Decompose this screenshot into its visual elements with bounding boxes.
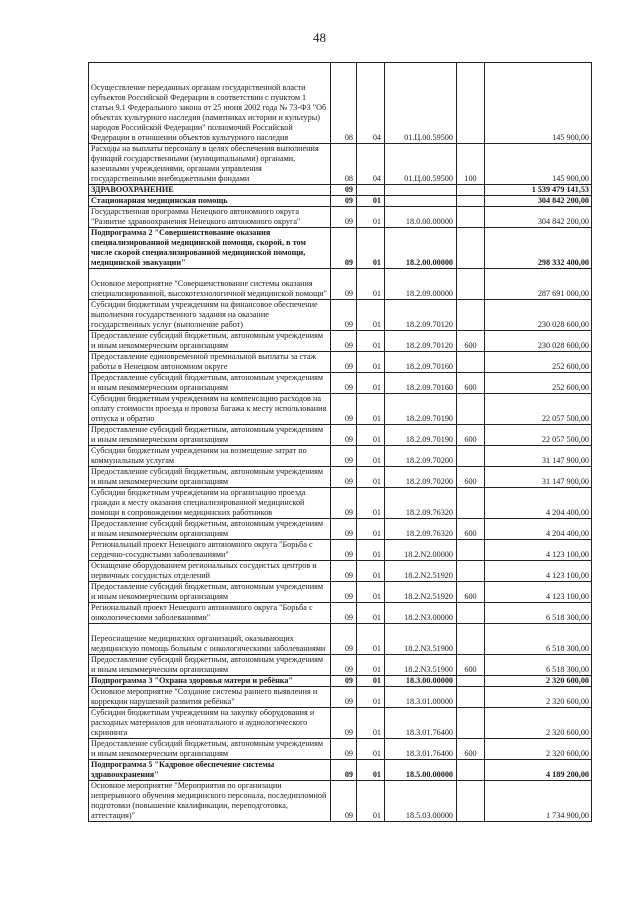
amount-cell: 287 691 000,00 (485, 269, 592, 300)
amount-cell: 31 147 900,00 (485, 467, 592, 488)
subsection-code-cell: 01 (357, 540, 385, 561)
target-item-cell: 18.2.N2.51920 (385, 582, 457, 603)
amount-cell: 4 123 100,00 (485, 582, 592, 603)
expense-type-cell (457, 352, 485, 373)
expense-type-cell: 600 (457, 467, 485, 488)
expense-type-cell: 600 (457, 582, 485, 603)
amount-cell: 298 332 400,00 (485, 228, 592, 269)
subsection-code-cell: 01 (357, 624, 385, 655)
expense-type-cell (457, 603, 485, 624)
table-row (89, 394, 592, 425)
amount-cell: 145 900,00 (485, 63, 592, 144)
expense-type-cell (457, 624, 485, 655)
row-name-cell: Оснащение оборудованием региональных сосудистых центров и первичных сосудистых отделений (89, 561, 331, 582)
section-code-cell: 09 (331, 228, 357, 269)
section-code-cell: 09 (331, 561, 357, 582)
target-item-cell: 18.2.00.00000 (385, 228, 457, 269)
expense-type-cell (457, 207, 485, 228)
table-row (89, 228, 592, 269)
table-row (89, 269, 592, 300)
expense-type-cell (457, 228, 485, 269)
page-number: 48 (313, 30, 326, 45)
amount-cell: 4 123 100,00 (485, 561, 592, 582)
subsection-code-cell: 01 (357, 352, 385, 373)
amount-cell: 4 123 100,00 (485, 540, 592, 561)
table-row (89, 760, 592, 781)
section-code-cell: 09 (331, 624, 357, 655)
section-code-cell: 09 (331, 331, 357, 352)
expense-type-cell: 600 (457, 739, 485, 760)
row-name-cell: Подпрограмма 5 "Кадровое обеспечение системы здравоохранения" (89, 760, 331, 781)
row-name-cell: Основное мероприятие "Мероприятия по организации непрерывного обучения медицинского персонала, последипломной подготовки (повышение квалификации, переподготовка, аттестация)" (89, 781, 331, 822)
amount-cell: 6 518 300,00 (485, 624, 592, 655)
expense-type-cell: 600 (457, 655, 485, 676)
expense-type-cell (457, 446, 485, 467)
subsection-code-cell: 01 (357, 207, 385, 228)
amount-cell: 252 600,00 (485, 373, 592, 394)
row-name-cell: Субсидии бюджетным учреждениям на закупку оборудования и расходных материалов для неонатального и аудиологического скрининга (89, 708, 331, 739)
subsection-code-cell: 01 (357, 446, 385, 467)
subsection-code-cell: 01 (357, 708, 385, 739)
row-name-cell: Региональный проект Ненецкого автономного округа "Борьба с сердечно-сосудистыми заболеваниями" (89, 540, 331, 561)
row-name-cell: Субсидии бюджетным учреждениям на организацию проезда граждан к месту оказания специализированной медицинской помощи в сопровождении медицинских работников (89, 488, 331, 519)
amount-cell: 6 518 300,00 (485, 655, 592, 676)
amount-cell: 230 028 600,00 (485, 300, 592, 331)
section-code-cell: 09 (331, 488, 357, 519)
subsection-code-cell: 01 (357, 488, 385, 519)
amount-cell: 4 189 200,00 (485, 760, 592, 781)
expense-type-cell (457, 185, 485, 196)
target-item-cell: 18.2.09.70200 (385, 446, 457, 467)
amount-cell: 145 900,00 (485, 144, 592, 185)
target-item-cell: 01.Ц.00.59500 (385, 144, 457, 185)
section-code-cell: 09 (331, 676, 357, 687)
target-item-cell (385, 196, 457, 207)
expense-type-cell (457, 300, 485, 331)
table-row (89, 739, 592, 760)
row-name-cell: Предоставление субсидий бюджетным, автономным учреждениям и иным некоммерческим организациям (89, 331, 331, 352)
row-name-cell: Предоставление субсидий бюджетным, автономным учреждениям и иным некоммерческим организациям (89, 425, 331, 446)
expense-type-cell (457, 63, 485, 144)
subsection-code-cell: 01 (357, 687, 385, 708)
section-code-cell: 09 (331, 760, 357, 781)
row-name-cell: Предоставление субсидий бюджетным, автономным учреждениям и иным некоммерческим организациям (89, 739, 331, 760)
expense-type-cell (457, 687, 485, 708)
table-row (89, 144, 592, 185)
amount-cell: 2 320 600,00 (485, 739, 592, 760)
amount-cell: 31 147 900,00 (485, 446, 592, 467)
subsection-code-cell: 01 (357, 603, 385, 624)
table-row (89, 624, 592, 655)
table-row (89, 446, 592, 467)
target-item-cell: 18.2.09.70200 (385, 467, 457, 488)
section-code-cell: 09 (331, 394, 357, 425)
row-name-cell: Основное мероприятие "Совершенствование системы оказания специализированной, высокотехнологичной медицинской помощи" (89, 269, 331, 300)
amount-cell: 230 028 600,00 (485, 331, 592, 352)
row-name-cell: Субсидии бюджетным учреждениям на финансовое обеспечение выполнения государственного задания на оказание государственных услуг (выполнение работ) (89, 300, 331, 331)
row-name-cell: Предоставление субсидий бюджетным, автономным учреждениям и иным некоммерческим организациям (89, 467, 331, 488)
table-row (89, 196, 592, 207)
row-name-cell: Предоставление субсидий бюджетным, автономным учреждениям и иным некоммерческим организациям (89, 655, 331, 676)
expense-type-cell (457, 394, 485, 425)
table-row (89, 561, 592, 582)
expense-type-cell (457, 708, 485, 739)
table-row (89, 582, 592, 603)
row-name-cell: Региональный проект Ненецкого автономного округа "Борьба с онкологическими заболеваниями" (89, 603, 331, 624)
table-row (89, 373, 592, 394)
target-item-cell: 18.2.09.70190 (385, 425, 457, 446)
amount-cell: 22 057 500,00 (485, 394, 592, 425)
expense-type-cell (457, 269, 485, 300)
target-item-cell: 18.2.09.70160 (385, 373, 457, 394)
row-name-cell: Подпрограмма 2 "Совершенствование оказания специализированной медицинской помощи, скорой, в том числе скорой специализированной медицинской помощи, медицинской эвакуации" (89, 228, 331, 269)
subsection-code-cell: 04 (357, 63, 385, 144)
amount-cell: 252 600,00 (485, 352, 592, 373)
target-item-cell: 18.5.00.00000 (385, 760, 457, 781)
subsection-code-cell: 01 (357, 228, 385, 269)
subsection-code-cell (357, 185, 385, 196)
target-item-cell: 18.3.01.00000 (385, 687, 457, 708)
subsection-code-cell: 01 (357, 519, 385, 540)
section-code-cell: 09 (331, 300, 357, 331)
table-row (89, 708, 592, 739)
table-row (89, 352, 592, 373)
target-item-cell: 18.3.00.00000 (385, 676, 457, 687)
table-row (89, 676, 592, 687)
amount-cell: 1 539 479 141,53 (485, 185, 592, 196)
section-code-cell: 09 (331, 207, 357, 228)
expense-type-cell: 600 (457, 331, 485, 352)
expense-type-cell (457, 196, 485, 207)
section-code-cell: 09 (331, 781, 357, 822)
target-item-cell: 01.Ц.00.59500 (385, 63, 457, 144)
row-name-cell: ЗДРАВООХРАНЕНИЕ (89, 185, 331, 196)
table-row (89, 655, 592, 676)
section-code-cell: 08 (331, 144, 357, 185)
target-item-cell: 18.2.09.76320 (385, 519, 457, 540)
table-row (89, 185, 592, 196)
row-name-cell: Расходы на выплаты персоналу в целях обеспечения выполнения функций государственными (муниципальными) органами, казенными учреждениями, органами управления государственными внебюджетными фондами (89, 144, 331, 185)
expense-type-cell (457, 488, 485, 519)
row-name-cell: Предоставление субсидий бюджетным, автономным учреждениям и иным некоммерческим организациям (89, 519, 331, 540)
amount-cell: 2 320 600,00 (485, 687, 592, 708)
subsection-code-cell: 01 (357, 676, 385, 687)
section-code-cell: 09 (331, 373, 357, 394)
row-name-cell: Предоставление субсидий бюджетным, автономным учреждениям и иным некоммерческим организациям (89, 373, 331, 394)
target-item-cell: 18.2.09.70120 (385, 331, 457, 352)
row-name-cell: Подпрограмма 3 "Охрана здоровья матери и ребёнка" (89, 676, 331, 687)
section-code-cell: 09 (331, 708, 357, 739)
expense-type-cell (457, 561, 485, 582)
table-row (89, 331, 592, 352)
expense-type-cell: 600 (457, 425, 485, 446)
row-name-cell: Субсидии бюджетным учреждениям на возмещение затрат по коммунальным услугам (89, 446, 331, 467)
row-name-cell: Осуществление переданных органам государственной власти субъектов Российской Федерации в соответствии с пунктом 1 статьи 9.1 Федерального закона от 25 июня 2002 года № 73-ФЗ "Об объектах культурного наследия (памятниках истории и культуры) народов Российской Федерации" полномочий Российской Федерации в отношении объектов культурного наследия (89, 63, 331, 144)
amount-cell: 6 518 300,00 (485, 603, 592, 624)
amount-cell: 2 320 600,00 (485, 676, 592, 687)
expense-type-cell (457, 676, 485, 687)
target-item-cell: 18.3.01.76400 (385, 708, 457, 739)
row-name-cell: Предоставление единовременной премиальной выплаты за стаж работы в Ненецком автономном округе (89, 352, 331, 373)
subsection-code-cell: 01 (357, 269, 385, 300)
section-code-cell: 09 (331, 196, 357, 207)
target-item-cell: 18.2.N3.00000 (385, 603, 457, 624)
amount-cell: 22 057 500,00 (485, 425, 592, 446)
section-code-cell: 09 (331, 540, 357, 561)
section-code-cell: 09 (331, 582, 357, 603)
subsection-code-cell: 01 (357, 373, 385, 394)
table-row (89, 207, 592, 228)
table-row (89, 519, 592, 540)
section-code-cell: 08 (331, 63, 357, 144)
target-item-cell (385, 185, 457, 196)
target-item-cell: 18.3.01.76400 (385, 739, 457, 760)
expense-type-cell: 100 (457, 144, 485, 185)
target-item-cell: 18.2.N2.00000 (385, 540, 457, 561)
expense-type-cell: 600 (457, 373, 485, 394)
table-row (89, 488, 592, 519)
target-item-cell: 18.2.N3.51900 (385, 624, 457, 655)
subsection-code-cell: 01 (357, 781, 385, 822)
target-item-cell: 18.2.09.00000 (385, 269, 457, 300)
expense-type-cell (457, 760, 485, 781)
expense-type-cell (457, 781, 485, 822)
section-code-cell: 09 (331, 446, 357, 467)
row-name-cell: Предоставление субсидий бюджетным, автономным учреждениям и иным некоммерческим организациям (89, 582, 331, 603)
section-code-cell: 09 (331, 269, 357, 300)
target-item-cell: 18.5.03.00000 (385, 781, 457, 822)
amount-cell: 4 204 400,00 (485, 488, 592, 519)
expense-type-cell (457, 540, 485, 561)
target-item-cell: 18.2.N3.51900 (385, 655, 457, 676)
section-code-cell: 09 (331, 687, 357, 708)
section-code-cell: 09 (331, 655, 357, 676)
amount-cell: 1 734 900,00 (485, 781, 592, 822)
budget-table (88, 62, 592, 822)
section-code-cell: 09 (331, 519, 357, 540)
subsection-code-cell: 01 (357, 582, 385, 603)
amount-cell: 2 320 600,00 (485, 708, 592, 739)
amount-cell: 304 842 200,00 (485, 196, 592, 207)
section-code-cell: 09 (331, 603, 357, 624)
section-code-cell: 09 (331, 185, 357, 196)
table-row (89, 300, 592, 331)
row-name-cell: Переоснащение медицинских организаций, оказывающих медицинскую помощь больным с онкологическими заболеваниями (89, 624, 331, 655)
target-item-cell: 18.2.09.76320 (385, 488, 457, 519)
table-row (89, 540, 592, 561)
table-row (89, 467, 592, 488)
subsection-code-cell: 01 (357, 760, 385, 781)
subsection-code-cell: 04 (357, 144, 385, 185)
target-item-cell: 18.2.09.70160 (385, 352, 457, 373)
subsection-code-cell: 01 (357, 467, 385, 488)
subsection-code-cell: 01 (357, 331, 385, 352)
target-item-cell: 18.2.09.70120 (385, 300, 457, 331)
amount-cell: 4 204 400,00 (485, 519, 592, 540)
subsection-code-cell: 01 (357, 561, 385, 582)
subsection-code-cell: 01 (357, 196, 385, 207)
table-row (89, 781, 592, 822)
section-code-cell: 09 (331, 425, 357, 446)
section-code-cell: 09 (331, 352, 357, 373)
subsection-code-cell: 01 (357, 394, 385, 425)
target-item-cell: 18.0.00.00000 (385, 207, 457, 228)
section-code-cell: 09 (331, 467, 357, 488)
section-code-cell: 09 (331, 739, 357, 760)
subsection-code-cell: 01 (357, 655, 385, 676)
row-name-cell: Субсидии бюджетным учреждениям на компенсацию расходов на оплату стоимости проезда и провоза багажа к месту использования отпуска и обратно (89, 394, 331, 425)
row-name-cell: Основное мероприятие "Создание системы раннего выявления и коррекции нарушений развития ребёнка" (89, 687, 331, 708)
expense-type-cell: 600 (457, 519, 485, 540)
row-name-cell: Стационарная медицинская помощь (89, 196, 331, 207)
table-row (89, 603, 592, 624)
amount-cell: 304 842 200,00 (485, 207, 592, 228)
row-name-cell: Государственная программа Ненецкого автономного округа "Развитие здравоохранения Ненецкого автономного округа" (89, 207, 331, 228)
subsection-code-cell: 01 (357, 425, 385, 446)
target-item-cell: 18.2.N2.51920 (385, 561, 457, 582)
table-row (89, 425, 592, 446)
subsection-code-cell: 01 (357, 739, 385, 760)
table-row (89, 687, 592, 708)
target-item-cell: 18.2.09.70190 (385, 394, 457, 425)
table-row (89, 63, 592, 144)
subsection-code-cell: 01 (357, 300, 385, 331)
